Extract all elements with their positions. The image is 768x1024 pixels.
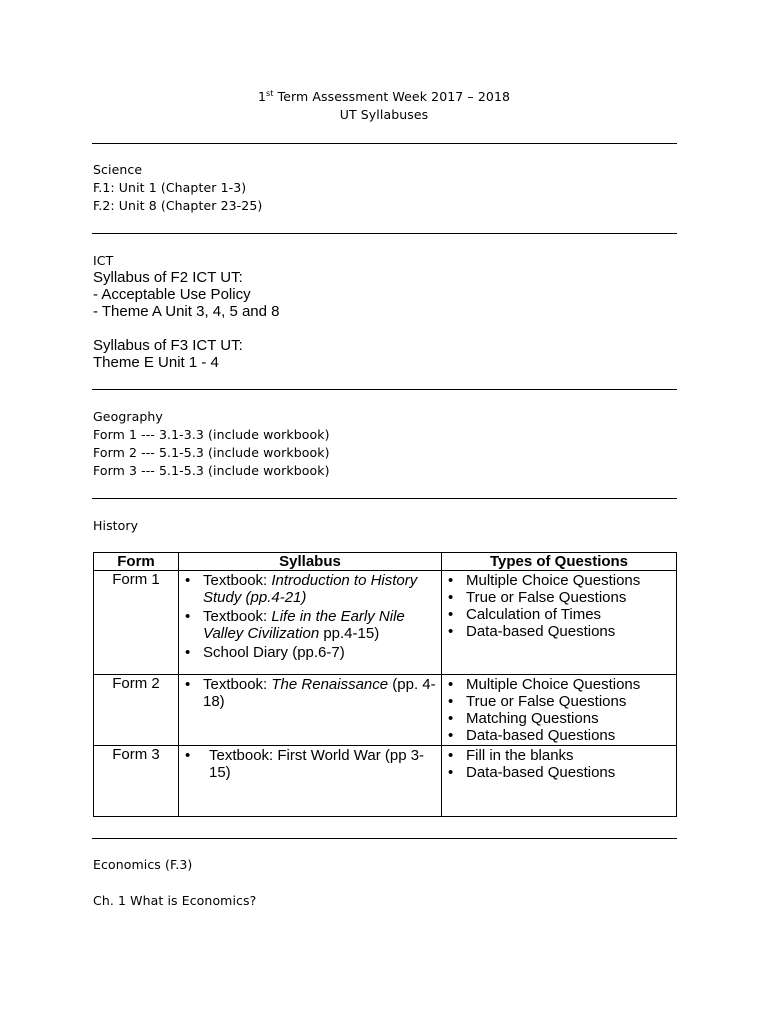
list-item: • True or False Questions [442,693,672,710]
geography-section [93,408,330,480]
form-cell: Form 3 [94,746,179,817]
ict-line: - Acceptable Use Policy [93,286,251,303]
table-header-row [94,553,677,571]
list-item: • Textbook: Introduction to History Study (pp.4-21) [179,572,437,606]
list-item: • Calculation of Times [442,606,672,623]
list-item: • Matching Questions [442,710,672,727]
geography-line: Form 3 --- 5.1-5.3 (include workbook) [93,463,330,478]
list-item: • Multiple Choice Questions [442,676,672,693]
page-title: 1st Term Assessment Week 2017 – 2018 [257,88,511,104]
list-item: • Data-based Questions [442,623,672,640]
list-item: • Textbook: First World War (pp 3-15) [179,747,437,781]
list-item: • Multiple Choice Questions [442,572,672,589]
ict-line: Theme E Unit 1 - 4 [93,354,219,371]
types-cell [442,746,677,817]
list-item: • True or False Questions [442,589,672,606]
list-item: • Data-based Questions [442,727,672,744]
syllabus-cell [179,675,442,746]
table-row [94,675,677,746]
list-item: • Fill in the blanks [442,747,672,764]
divider [92,389,677,390]
divider [92,838,677,839]
column-header: Types of Questions [442,553,677,571]
ict-heading: ICT [93,253,114,268]
list-item: • School Diary (pp.6-7) [179,644,437,661]
geography-heading: Geography [93,409,163,424]
science-section [93,161,262,215]
geography-line: Form 1 --- 3.1-3.3 (include workbook) [93,427,330,442]
science-heading: Science [93,162,143,177]
divider [92,143,677,144]
list-item: • Textbook: The Renaissance (pp. 4-18) [179,676,437,710]
ict-line: Syllabus of F3 ICT UT: [93,337,243,354]
form-cell: Form 2 [94,675,179,746]
science-line: F.1: Unit 1 (Chapter 1-3) [93,180,247,195]
types-cell [442,571,677,675]
ict-line: Syllabus of F2 ICT UT: [93,269,243,286]
syllabus-cell [179,571,442,675]
science-line: F.2: Unit 8 (Chapter 23-25) [93,198,263,213]
form-cell: Form 1 [94,571,179,675]
economics-heading: Economics (F.3) [93,857,193,872]
list-item: • Data-based Questions [442,764,672,781]
column-header: Syllabus [179,553,442,571]
history-table [93,552,677,817]
page-subtitle: UT Syllabuses [339,107,429,122]
syllabus-cell [179,746,442,817]
geography-line: Form 2 --- 5.1-5.3 (include workbook) [93,445,330,460]
divider [92,233,677,234]
history-heading: History [93,518,139,533]
types-cell [442,675,677,746]
column-header: Form [94,553,179,571]
table-row [94,571,677,675]
table-row [94,746,677,817]
ict-section [93,269,280,371]
divider [92,498,677,499]
list-item: • Textbook: Life in the Early Nile Valley Civilization pp.4-15) [179,608,437,642]
economics-line: Ch. 1 What is Economics? [93,893,257,908]
ict-line: - Theme A Unit 3, 4, 5 and 8 [93,303,280,320]
